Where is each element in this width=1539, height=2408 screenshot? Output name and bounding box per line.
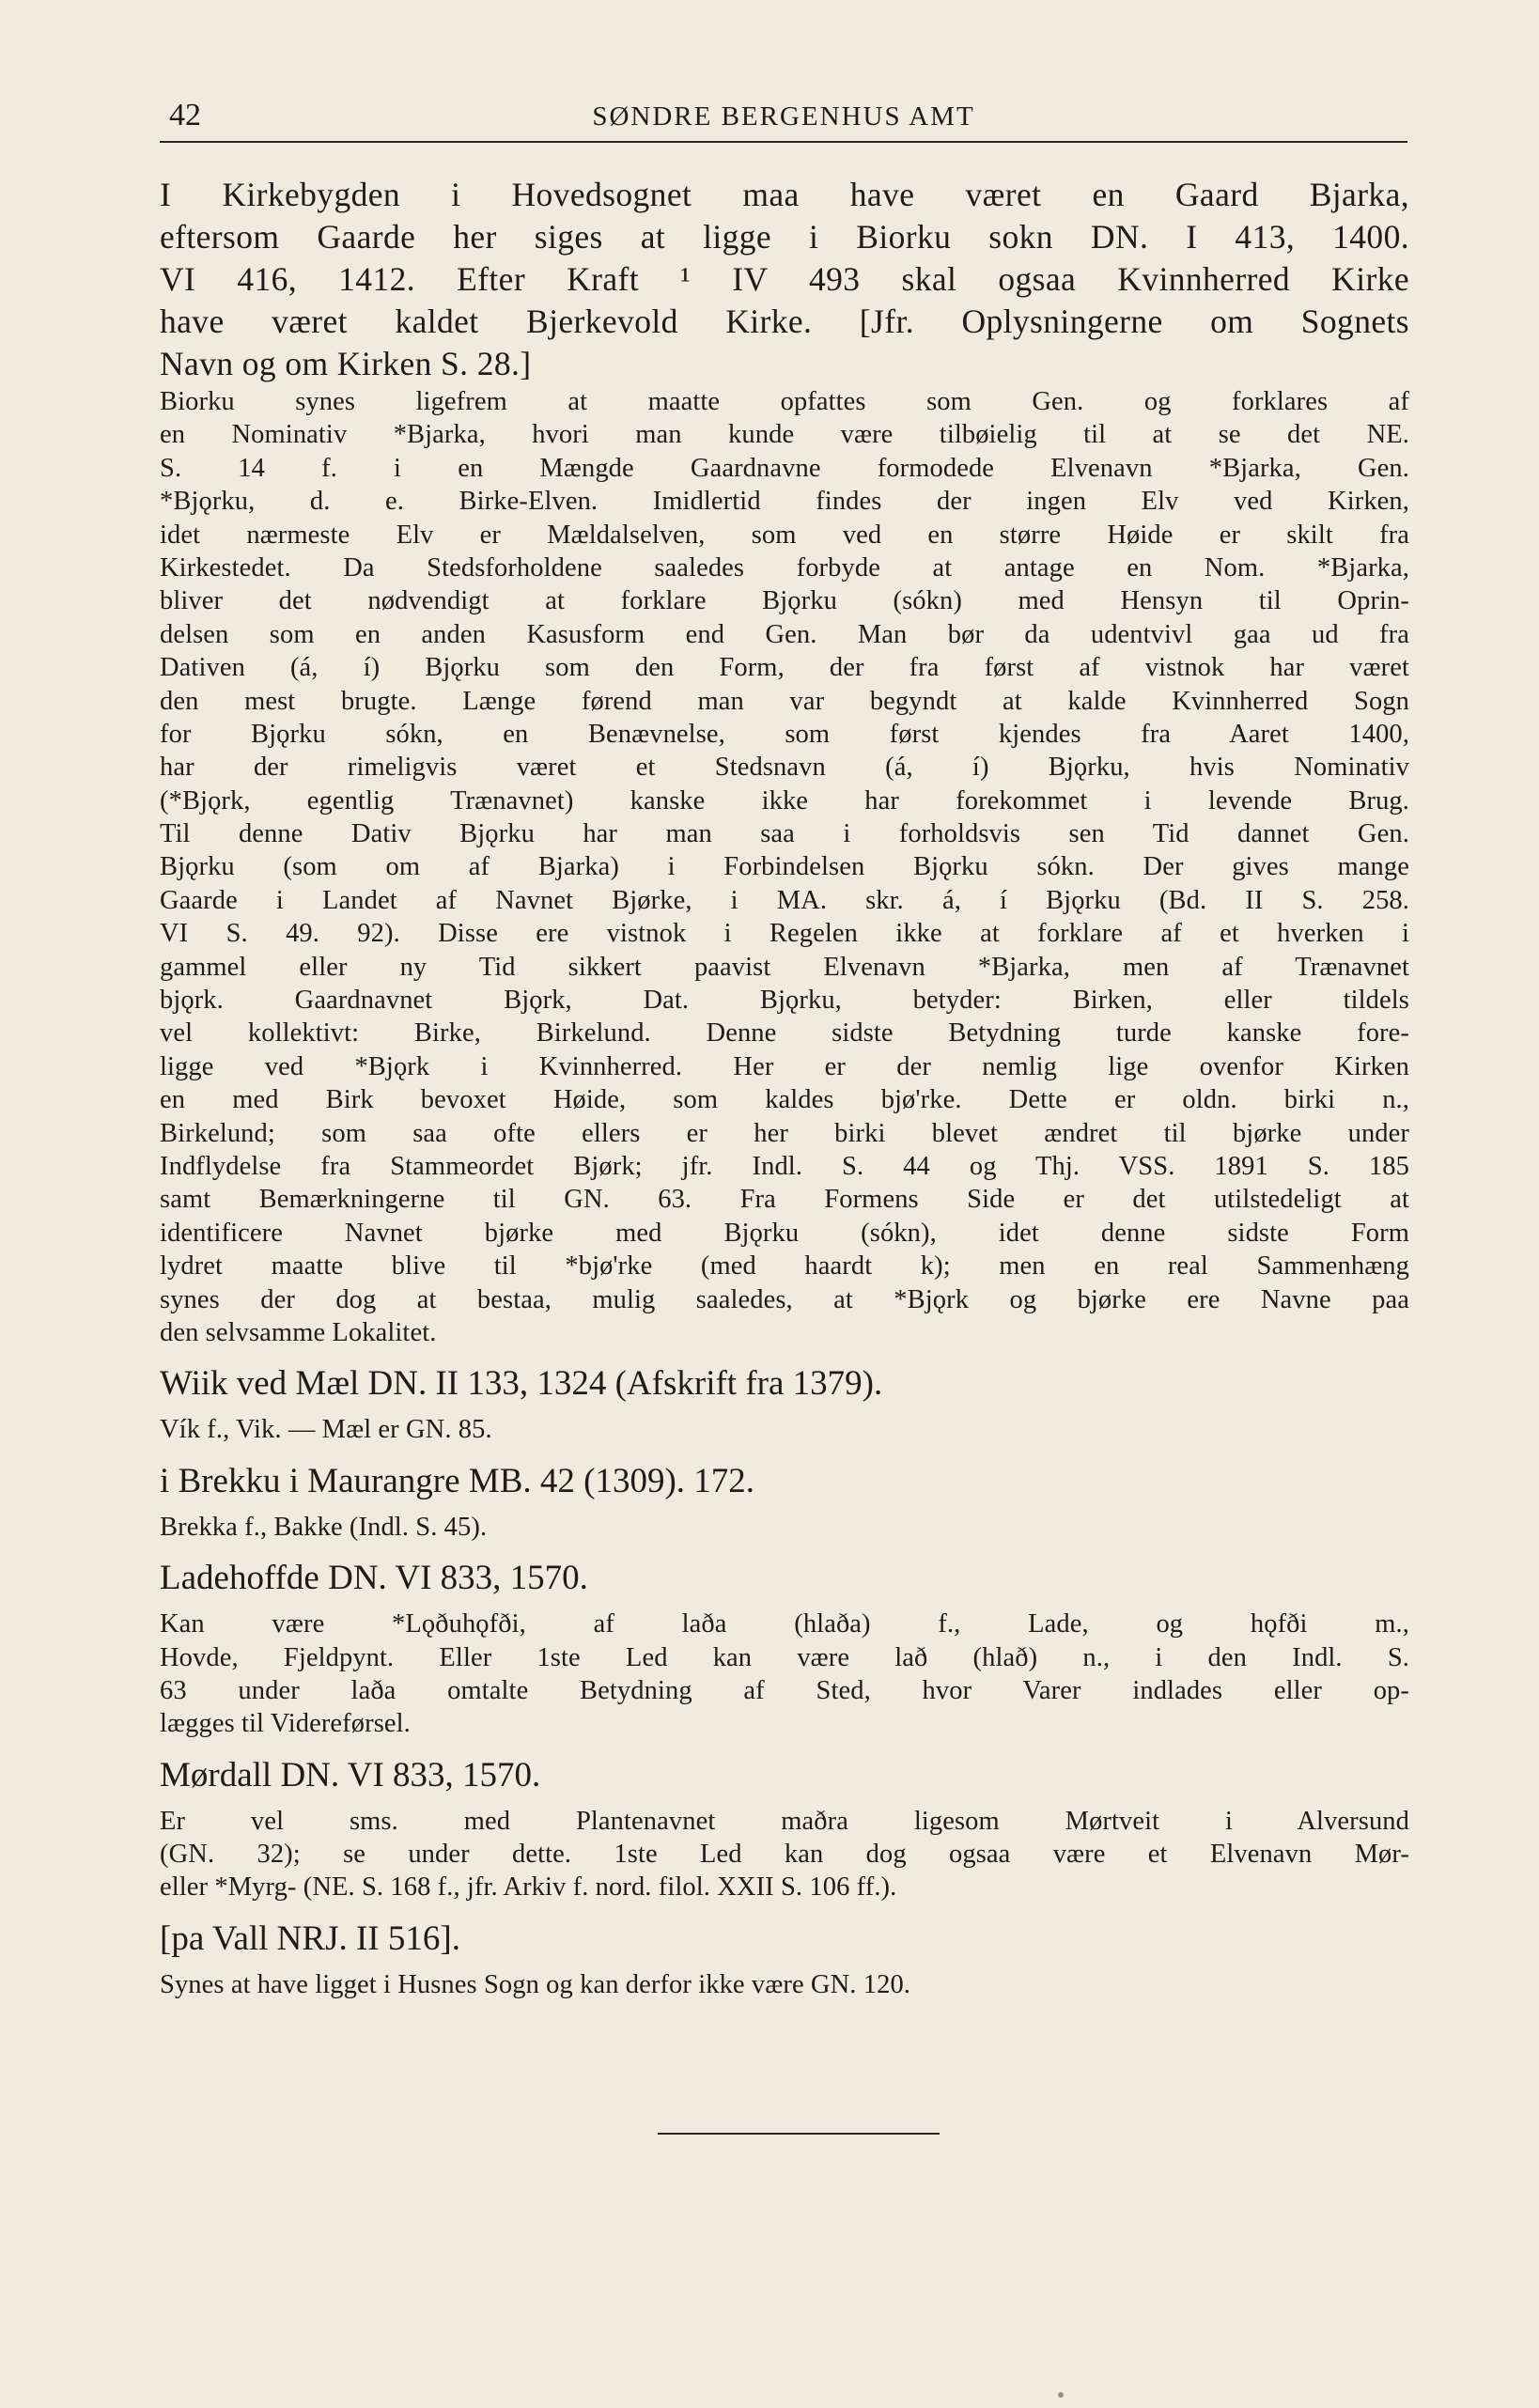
text-line: bjǫrk. Gaardnavnet Bjǫrk, Dat. Bjǫrku, betyder: Birken, eller tildels <box>160 986 1409 1016</box>
text-line: vel kollektivt: Birke, Birkelund. Denne sidste Betydning turde kanske fore- <box>160 1018 1409 1049</box>
text-line: (GN. 32); se under dette. 1ste Led kan dog ogsaa være et Elvenavn Mør- <box>160 1840 1409 1870</box>
section-end-rule <box>658 2133 940 2135</box>
text-line: den selvsamme Lokalitet. <box>160 1317 437 1347</box>
text-line: 63 under laða omtalte Betydning af Sted, hvor Varer indlades eller op- <box>160 1675 1409 1705</box>
entry-note-ladehoffde <box>160 1608 1409 1741</box>
entry-note-mordall <box>160 1805 1409 1904</box>
text-line: Indflydelse fra Stammeordet Bjørk; jfr. Indl. S. 44 og Thj. VSS. 1891 S. 185 <box>160 1151 1409 1181</box>
text-line: Hovde, Fjeldpynt. Eller 1ste Led kan være lað (hlað) n., i den Indl. S. <box>160 1642 1409 1672</box>
text-line: Dativen (á, í) Bjǫrku som den Form, der fra først af vistnok har været <box>160 653 1409 683</box>
text-line: I Kirkebygden i Hovedsognet maa have været en Gaard Bjarka, <box>160 176 1409 213</box>
text-line: Navn og om Kirken S. 28.] <box>160 345 532 382</box>
text-line: Kan være *Lǫðuhǫfði, af laða (hlaða) f., Lade, og hǫfði m., <box>160 1609 1409 1639</box>
text-line: *Bjǫrku, d. e. Birke-Elven. Imidlertid findes der ingen Elv ved Kirken, <box>160 487 1409 517</box>
text-line: samt Bemærkningerne til GN. 63. Fra Formens Side er det utilstedeligt at <box>160 1185 1409 1215</box>
text-line: bliver det nødvendigt at forklare Bjǫrku (sókn) med Hensyn til Oprin- <box>160 586 1409 616</box>
text-line: S. 14 f. i en Mængde Gaardnavne formodede Elvenavn *Bjarka, Gen. <box>160 453 1409 483</box>
text-line: idet nærmeste Elv er Mældalselven, som ved en større Høide er skilt fra <box>160 520 1409 550</box>
intro-paragraph <box>160 174 1409 385</box>
text-line: lydret maatte blive til *bjø'rke (med haardt k); men en real Sammenhæng <box>160 1251 1409 1282</box>
text-line: identificere Navnet bjørke med Bjǫrku (sókn), idet denne sidste Form <box>160 1218 1409 1248</box>
page-header <box>160 94 1407 143</box>
entry-note-wiik: Vík f., Vik. — Mæl er GN. 85. <box>160 1415 492 1445</box>
entry-title-mordall: Mørdall DN. VI 833, 1570. <box>160 1755 541 1794</box>
page-body <box>160 174 1409 2001</box>
text-line: Bjǫrku (som om af Bjarka) i Forbindelsen Bjǫrku sókn. Der gives mange <box>160 852 1409 882</box>
entry-title-ladehoffde: Ladehoffde DN. VI 833, 1570. <box>160 1559 588 1598</box>
text-line: Er vel sms. med Plantenavnet maðra ligesom Mørtveit i Alversund <box>160 1806 1409 1836</box>
text-line: Til denne Dativ Bjǫrku har man saa i forholdsvis sen Tid dannet Gen. <box>160 819 1409 849</box>
biorku-paragraph <box>160 385 1409 1349</box>
entry-title-vall: [pa Vall NRJ. II 516]. <box>160 1919 460 1958</box>
text-line: Gaarde i Landet af Navnet Bjørke, i MA. skr. á, í Bjǫrku (Bd. II S. 258. <box>160 885 1409 915</box>
text-line: har der rimeligvis været et Stedsnavn (á, í) Bjǫrku, hvis Nominativ <box>160 753 1409 783</box>
entry-title-wiik: Wiik ved Mæl DN. II 133, 1324 (Afskrift fra 1379). <box>160 1364 883 1404</box>
entry-note-vall: Synes at have ligget i Husnes Sogn og kan derfor ikke være GN. 120. <box>160 1969 911 1999</box>
entry-note-brekku: Brekka f., Bakke (Indl. S. 45). <box>160 1512 488 1542</box>
text-line: eftersom Gaarde her siges at ligge i Biorku sokn DN. I 413, 1400. <box>160 218 1409 256</box>
text-line: ligge ved *Bjǫrk i Kvinnherred. Her er der nemlig lige ovenfor Kirken <box>160 1051 1409 1081</box>
text-line: lægges til Videreførsel. <box>160 1709 411 1739</box>
text-line: have været kaldet Bjerkevold Kirke. [Jfr. Oplysningerne om Sognets <box>160 303 1409 340</box>
text-line: Biorku synes ligefrem at maatte opfattes som Gen. og forklares af <box>160 387 1409 416</box>
page-number: 42 <box>169 98 201 132</box>
text-line: VI S. 49. 92). Disse ere vistnok i Regelen ikke at forklare af et hverken i <box>160 919 1409 949</box>
text-line: Birkelund; som saa ofte ellers er her birki blevet ændret til bjørke under <box>160 1118 1409 1148</box>
text-line: VI 416, 1412. Efter Kraft ¹ IV 493 skal ogsaa Kvinnherred Kirke <box>160 260 1409 298</box>
text-line: eller *Myrg- (NE. S. 168 f., jfr. Arkiv f. nord. filol. XXII S. 106 ff.). <box>160 1872 897 1903</box>
text-line: gammel eller ny Tid sikkert paavist Elvenavn *Bjarka, men af Trænavnet <box>160 952 1409 982</box>
entry-title-brekku: i Brekku i Maurangre MB. 42 (1309). 172. <box>160 1461 755 1500</box>
paper-speck <box>1058 2392 1064 2398</box>
running-title: SØNDRE BERGENHUS AMT <box>592 101 975 132</box>
text-line: (*Bjǫrk, egentlig Trænavnet) kanske ikke har forekommet i levende Brug. <box>160 785 1409 816</box>
text-line: en med Birk bevoxet Høide, som kaldes bjø'rke. Dette er oldn. birki n., <box>160 1085 1409 1115</box>
text-line: Kirkestedet. Da Stedsforholdene saaledes forbyde at antage en Nom. *Bjarka, <box>160 552 1409 583</box>
text-line: synes der dog at bestaa, mulig saaledes, at *Bjǫrk og bjørke ere Navne paa <box>160 1284 1409 1314</box>
text-line: for Bjǫrku sókn, en Benævnelse, som først kjendes fra Aaret 1400, <box>160 719 1409 749</box>
text-line: en Nominativ *Bjarka, hvori man kunde være tilbøielig til at se det NE. <box>160 420 1409 450</box>
text-line: delsen som en anden Kasusform end Gen. Man bør da udentvivl gaa ud fra <box>160 619 1409 649</box>
text-line: den mest brugte. Længe førend man var begyndt at kalde Kvinnherred Sogn <box>160 686 1409 716</box>
